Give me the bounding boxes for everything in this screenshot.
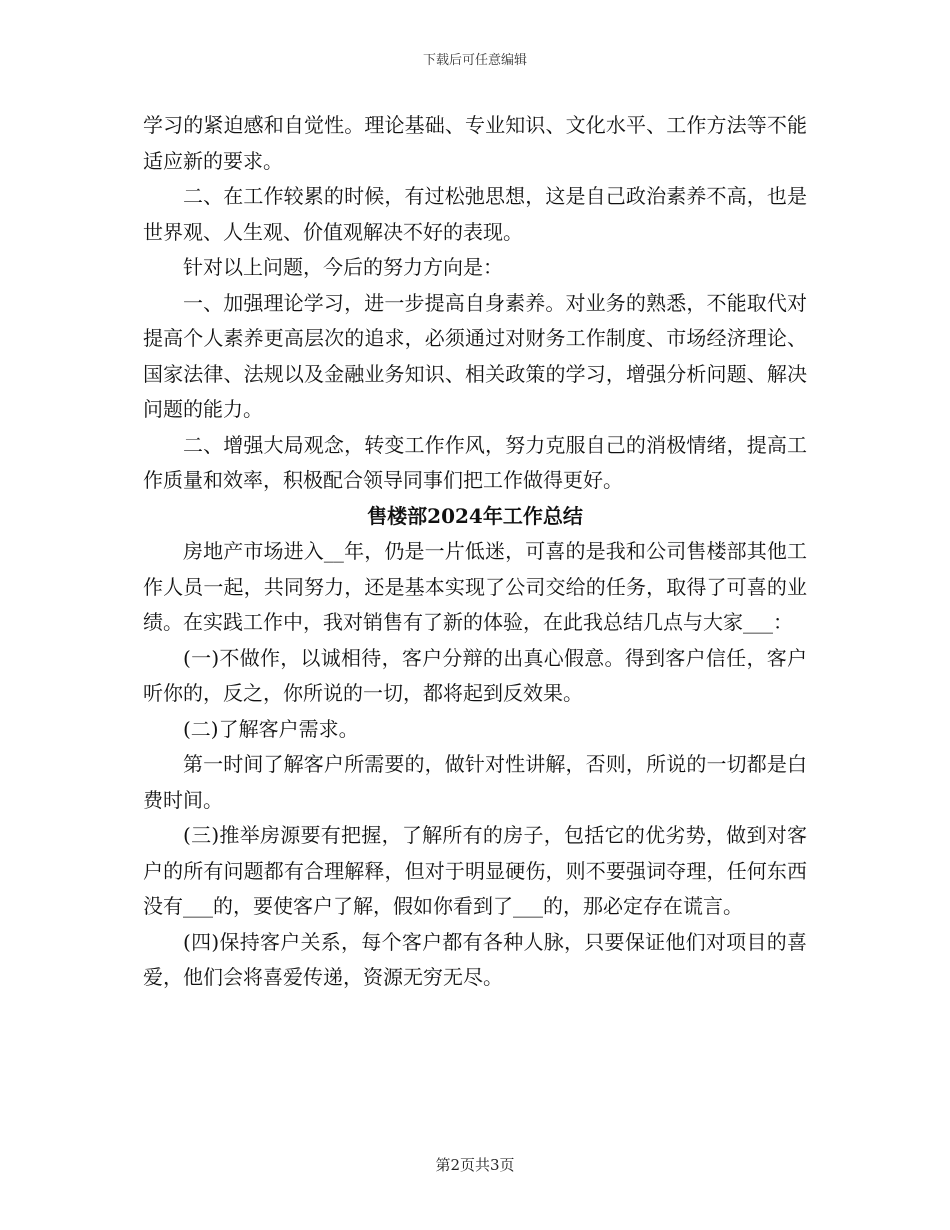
- section-title: 售楼部2024年工作总结: [367, 503, 583, 528]
- document-body: [143, 108, 807, 996]
- paragraph: 学习的紧迫感和自觉性。理论基础、专业知识、文化水平、工作方法等不能适应新的要求。: [143, 113, 807, 173]
- paragraph: 针对以上问题，今后的努力方向是：: [183, 255, 503, 279]
- page-footer: 第2页共3页: [435, 1156, 515, 1174]
- paragraph: (四)保持客户关系，每个客户都有各种人脉，只要保证他们对项目的喜爱，他们会将喜爱传递，资源无穷无尽。: [143, 929, 807, 989]
- paragraph: 二、在工作较累的时候，有过松弛思想，这是自己政治素养不高，也是世界观、人生观、价值观解决不好的表现。: [143, 184, 807, 244]
- paragraph: 房地产市场进入__年，仍是一片低迷，可喜的是我和公司售楼部其他工作人员一起，共同努力，还是基本实现了公司交给的任务，取得了可喜的业绩。在实践工作中，我对销售有了新的体验，在此我总结几点与大家___：: [143, 539, 807, 634]
- paragraph: (一)不做作，以诚相待，客户分辩的出真心假意。得到客户信任，客户听你的，反之，你所说的一切，都将起到反效果。: [143, 645, 807, 705]
- paragraph: 一、加强理论学习，进一步提高自身素养。对业务的熟悉，不能取代对提高个人素养更高层次的追求，必须通过对财务工作制度、市场经济理论、国家法律、法规以及金融业务知识、相关政策的学习，增强分析问题、解决问题的能力。: [143, 290, 807, 421]
- paragraph: (三)推举房源要有把握，了解所有的房子，包括它的优劣势，做到对客户的所有问题都有合理解释，但对于明显硬伤，则不要强词夺理，任何东西没有___的，要使客户了解，假如你看到了___的，那必定存在谎言。: [143, 823, 807, 918]
- paragraph: 第一时间了解客户所需要的，做针对性讲解，否则，所说的一切都是白费时间。: [143, 752, 807, 812]
- page-header: 下载后可任意编辑: [422, 53, 527, 68]
- paragraph: (二)了解客户需求。: [183, 716, 359, 741]
- paragraph: 二、增强大局观念，转变工作作风，努力克服自己的消极情绪，提高工作质量和效率，积极配合领导同事们把工作做得更好。: [143, 432, 807, 492]
